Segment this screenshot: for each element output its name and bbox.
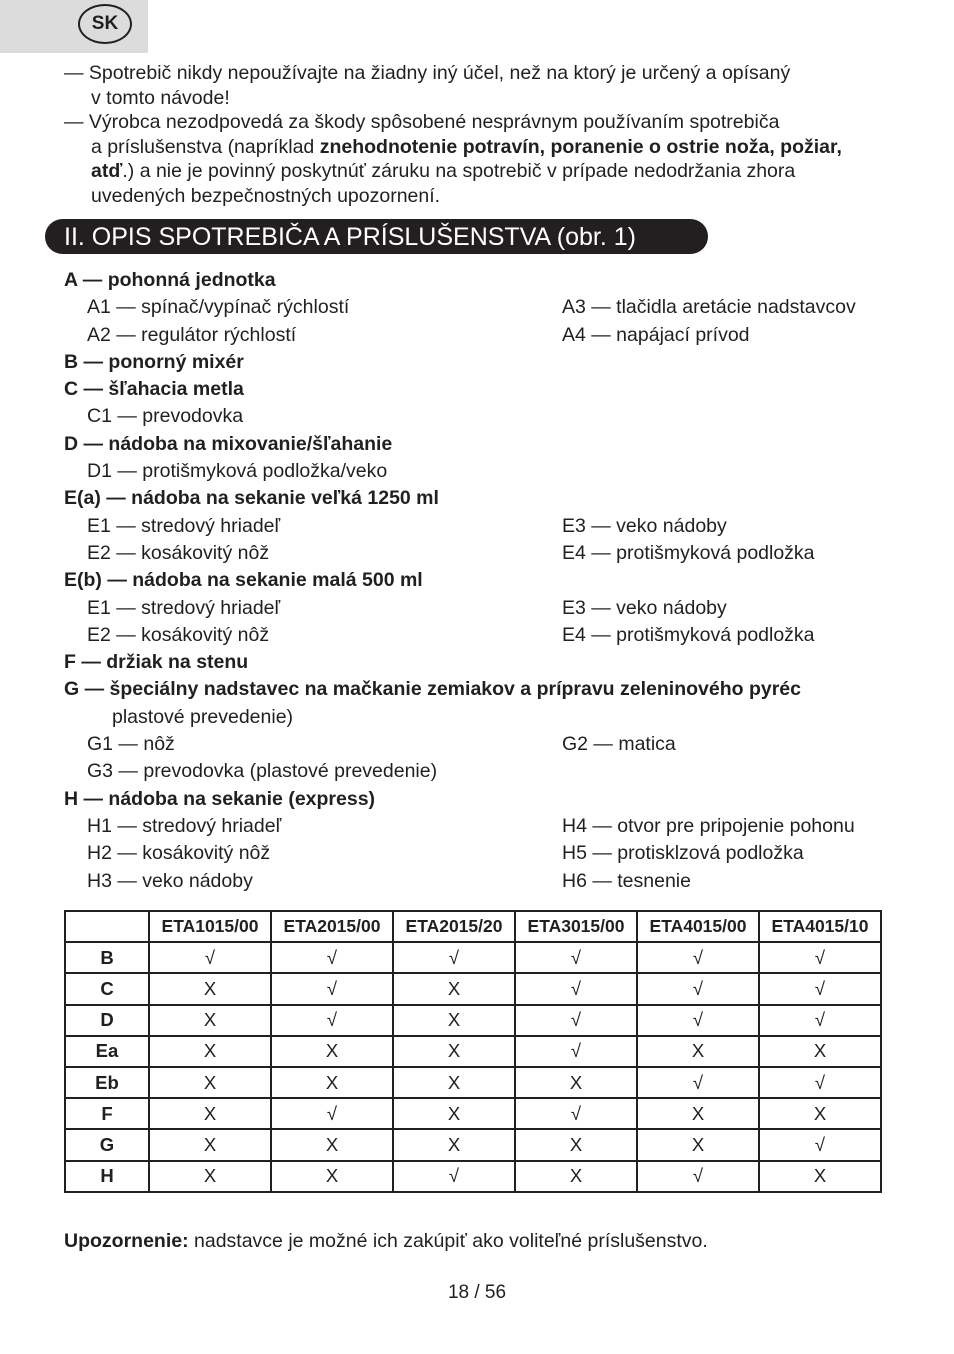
part-H <box>64 786 894 813</box>
warning-2-line-1: — Výrobca nezodpovedá za škody spôsobené nesprávnym používaním spotrebiča <box>64 111 780 133</box>
table-cell: X <box>393 973 515 1004</box>
warning-2-line-4: uvedených bezpečnostných upozornení. <box>91 184 441 207</box>
part-G-continuation: plastové prevedenie) <box>112 705 294 728</box>
warning-1-line-2: v tomto návode! <box>91 86 230 109</box>
table-row-label: Ea <box>65 1036 149 1067</box>
part-G3: G3 — prevodovka (plastové prevedenie) <box>87 760 438 783</box>
part-Ea: E(a) — nádoba na sekanie veľká 1250 ml <box>64 487 439 510</box>
table-cell: X <box>393 1067 515 1098</box>
part-row-Ea-E1-E3 <box>64 513 894 540</box>
table-header-model: ETA2015/20 <box>393 911 515 942</box>
table-cell: X <box>149 1067 271 1098</box>
part-C1: C1 — prevodovka <box>87 405 244 428</box>
table-cell: √ <box>637 973 759 1004</box>
table-cell: X <box>271 1129 393 1160</box>
part-Eb-E2: E2 — kosákovitý nôž <box>87 623 270 646</box>
part-D: D — nádoba na mixovanie/šľahanie <box>64 432 393 455</box>
table-cell: √ <box>271 1098 393 1129</box>
table-cell: √ <box>271 973 393 1004</box>
table-cell: X <box>515 1129 637 1160</box>
table-body <box>65 942 881 1192</box>
table-corner-cell <box>65 911 149 942</box>
table-cell: X <box>393 1129 515 1160</box>
part-row-Ea-E2-E4 <box>64 540 894 567</box>
table-cell: X <box>149 1098 271 1129</box>
table-cell: X <box>149 1161 271 1192</box>
part-A: A — pohonná jednotka <box>64 269 276 291</box>
warning-2-line-2a: a príslušenstva (napríklad <box>91 135 320 158</box>
section-heading: II. OPIS SPOTREBIČA A PRÍSLUŠENSTVA (obr. 1) <box>45 219 708 254</box>
part-Ea-E1: E1 — stredový hriadeľ <box>87 514 281 537</box>
table-row <box>65 1161 881 1192</box>
part-row-A2-A4 <box>64 322 894 349</box>
table-cell: X <box>759 1036 881 1067</box>
table-cell: X <box>515 1067 637 1098</box>
table-cell: √ <box>271 942 393 973</box>
table-cell: X <box>149 1005 271 1036</box>
part-Ea-E4: E4 — protišmyková podložka <box>562 541 815 564</box>
note <box>64 1229 708 1253</box>
table-header-model: ETA1015/00 <box>149 911 271 942</box>
table-cell: √ <box>393 942 515 973</box>
part-H2: H2 — kosákovitý nôž <box>87 842 271 865</box>
table-row <box>65 1098 881 1129</box>
model-accessory-table <box>64 910 882 1193</box>
part-H-label: H — nádoba na sekanie <box>64 787 283 810</box>
table-row-label: F <box>65 1098 149 1129</box>
page-number: 18 / 56 <box>447 1282 507 1303</box>
table-cell: X <box>149 1129 271 1160</box>
part-A4: A4 — napájací prívod <box>562 323 750 346</box>
table-cell: √ <box>393 1161 515 1192</box>
part-A2: A2 — regulátor rýchlostí <box>87 323 297 346</box>
part-G2: G2 — matica <box>562 733 676 756</box>
table-cell: √ <box>759 973 881 1004</box>
note-text: nadstavce je možné ich zakúpiť ako voliteľné príslušenstvo. <box>188 1230 708 1252</box>
table-row-label: H <box>65 1161 149 1192</box>
table-cell: √ <box>637 1005 759 1036</box>
part-H6: H6 — tesnenie <box>562 869 691 892</box>
table-header-row <box>65 911 881 942</box>
table-cell: √ <box>515 1098 637 1129</box>
table-cell: √ <box>515 942 637 973</box>
part-row-Eb-E2-E4 <box>64 622 894 649</box>
table-cell: √ <box>759 942 881 973</box>
table-row <box>65 973 881 1004</box>
table-row-label: D <box>65 1005 149 1036</box>
part-row-Eb-E1-E3 <box>64 595 894 622</box>
table-header-model: ETA4015/00 <box>637 911 759 942</box>
part-G1: G1 — nôž <box>87 733 175 756</box>
parts-list <box>64 267 894 895</box>
part-row-H2-H5 <box>64 840 894 867</box>
table-cell: X <box>271 1161 393 1192</box>
table-cell: √ <box>149 942 271 973</box>
warning-1-line-1: — Spotrebič nikdy nepoužívajte na žiadny iný účel, než na ktorý je určený a opísaný <box>64 62 791 84</box>
table-cell: √ <box>637 1161 759 1192</box>
table-cell: √ <box>759 1129 881 1160</box>
part-C: C — šľahacia metla <box>64 378 244 401</box>
part-A3: A3 — tlačidla aretácie nadstavcov <box>562 296 856 319</box>
part-H1: H1 — stredový hriadeľ <box>87 814 282 837</box>
table-cell: √ <box>759 1005 881 1036</box>
table-cell: X <box>759 1098 881 1129</box>
part-Ea-E2: E2 — kosákovitý nôž <box>87 541 270 564</box>
part-Eb-E4: E4 — protišmyková podložka <box>562 623 815 646</box>
intro-warnings <box>64 61 894 208</box>
table-row-label: Eb <box>65 1067 149 1098</box>
table-cell: √ <box>271 1005 393 1036</box>
warning-paragraph-1 <box>64 61 894 110</box>
table-cell: √ <box>637 942 759 973</box>
table-cell: √ <box>515 1036 637 1067</box>
part-Eb-E1: E1 — stredový hriadeľ <box>87 596 281 619</box>
table-row-label: B <box>65 942 149 973</box>
table-row-label: C <box>65 973 149 1004</box>
table-cell: X <box>515 1161 637 1192</box>
table-cell: X <box>149 1036 271 1067</box>
part-Eb-E3: E3 — veko nádoby <box>562 596 727 619</box>
table-cell: X <box>271 1036 393 1067</box>
table-cell: √ <box>759 1067 881 1098</box>
part-H5: H5 — protisklzová podložka <box>562 842 804 865</box>
part-Ea-E3: E3 — veko nádoby <box>562 514 727 537</box>
table-cell: X <box>271 1067 393 1098</box>
part-H4: H4 — otvor pre pripojenie pohonu <box>562 814 855 837</box>
table-row <box>65 942 881 973</box>
table-cell: X <box>637 1036 759 1067</box>
part-G: G — špeciálny nadstavec na mačkanie zemiakov a prípravu zeleninového pyréc <box>64 678 801 701</box>
table-row <box>65 1129 881 1160</box>
part-D1: D1 — protišmyková podložka/veko <box>87 460 388 483</box>
table-cell: X <box>637 1129 759 1160</box>
part-A1: A1 — spínač/vypínač rýchlostí <box>87 296 350 319</box>
table-cell: √ <box>515 1005 637 1036</box>
table-cell: X <box>759 1161 881 1192</box>
language-badge: SK <box>78 4 132 44</box>
table-header-model: ETA4015/10 <box>759 911 881 942</box>
part-row-G1-G2 <box>64 731 894 758</box>
table-row <box>65 1036 881 1067</box>
language-tab <box>0 0 148 53</box>
table-cell: X <box>393 1098 515 1129</box>
table-cell: X <box>393 1005 515 1036</box>
warning-paragraph-2 <box>64 110 894 208</box>
part-B: B — ponorný mixér <box>64 350 244 373</box>
part-row-A1-A3 <box>64 294 894 321</box>
part-F: F — držiak na stenu <box>64 651 249 674</box>
table-cell: √ <box>515 973 637 1004</box>
table-cell: X <box>393 1036 515 1067</box>
warning-2-line-3-bold: atď <box>91 160 123 182</box>
table-row <box>65 1005 881 1036</box>
warning-2-line-3: .) a nie je povinný poskytnúť záruku na spotrebič v prípade nedodržania zhora <box>122 160 796 182</box>
part-row-H1-H4 <box>64 813 894 840</box>
note-label: Upozornenie: <box>64 1230 189 1252</box>
part-row-H3-H6 <box>64 868 894 895</box>
part-H3: H3 — veko nádoby <box>87 869 253 892</box>
table-cell: X <box>149 973 271 1004</box>
table-row <box>65 1067 881 1098</box>
part-Eb: E(b) — nádoba na sekanie malá 500 ml <box>64 569 423 592</box>
table-header-model: ETA3015/00 <box>515 911 637 942</box>
table-cell: √ <box>637 1067 759 1098</box>
table-cell: X <box>637 1098 759 1129</box>
warning-2-line-2-bold: znehodnotenie potravín, poranenie o ostrie noža, požiar, <box>319 135 842 158</box>
table-row-label: G <box>65 1129 149 1160</box>
table-header-model: ETA2015/00 <box>271 911 393 942</box>
part-H-suffix: (express) <box>288 787 376 810</box>
